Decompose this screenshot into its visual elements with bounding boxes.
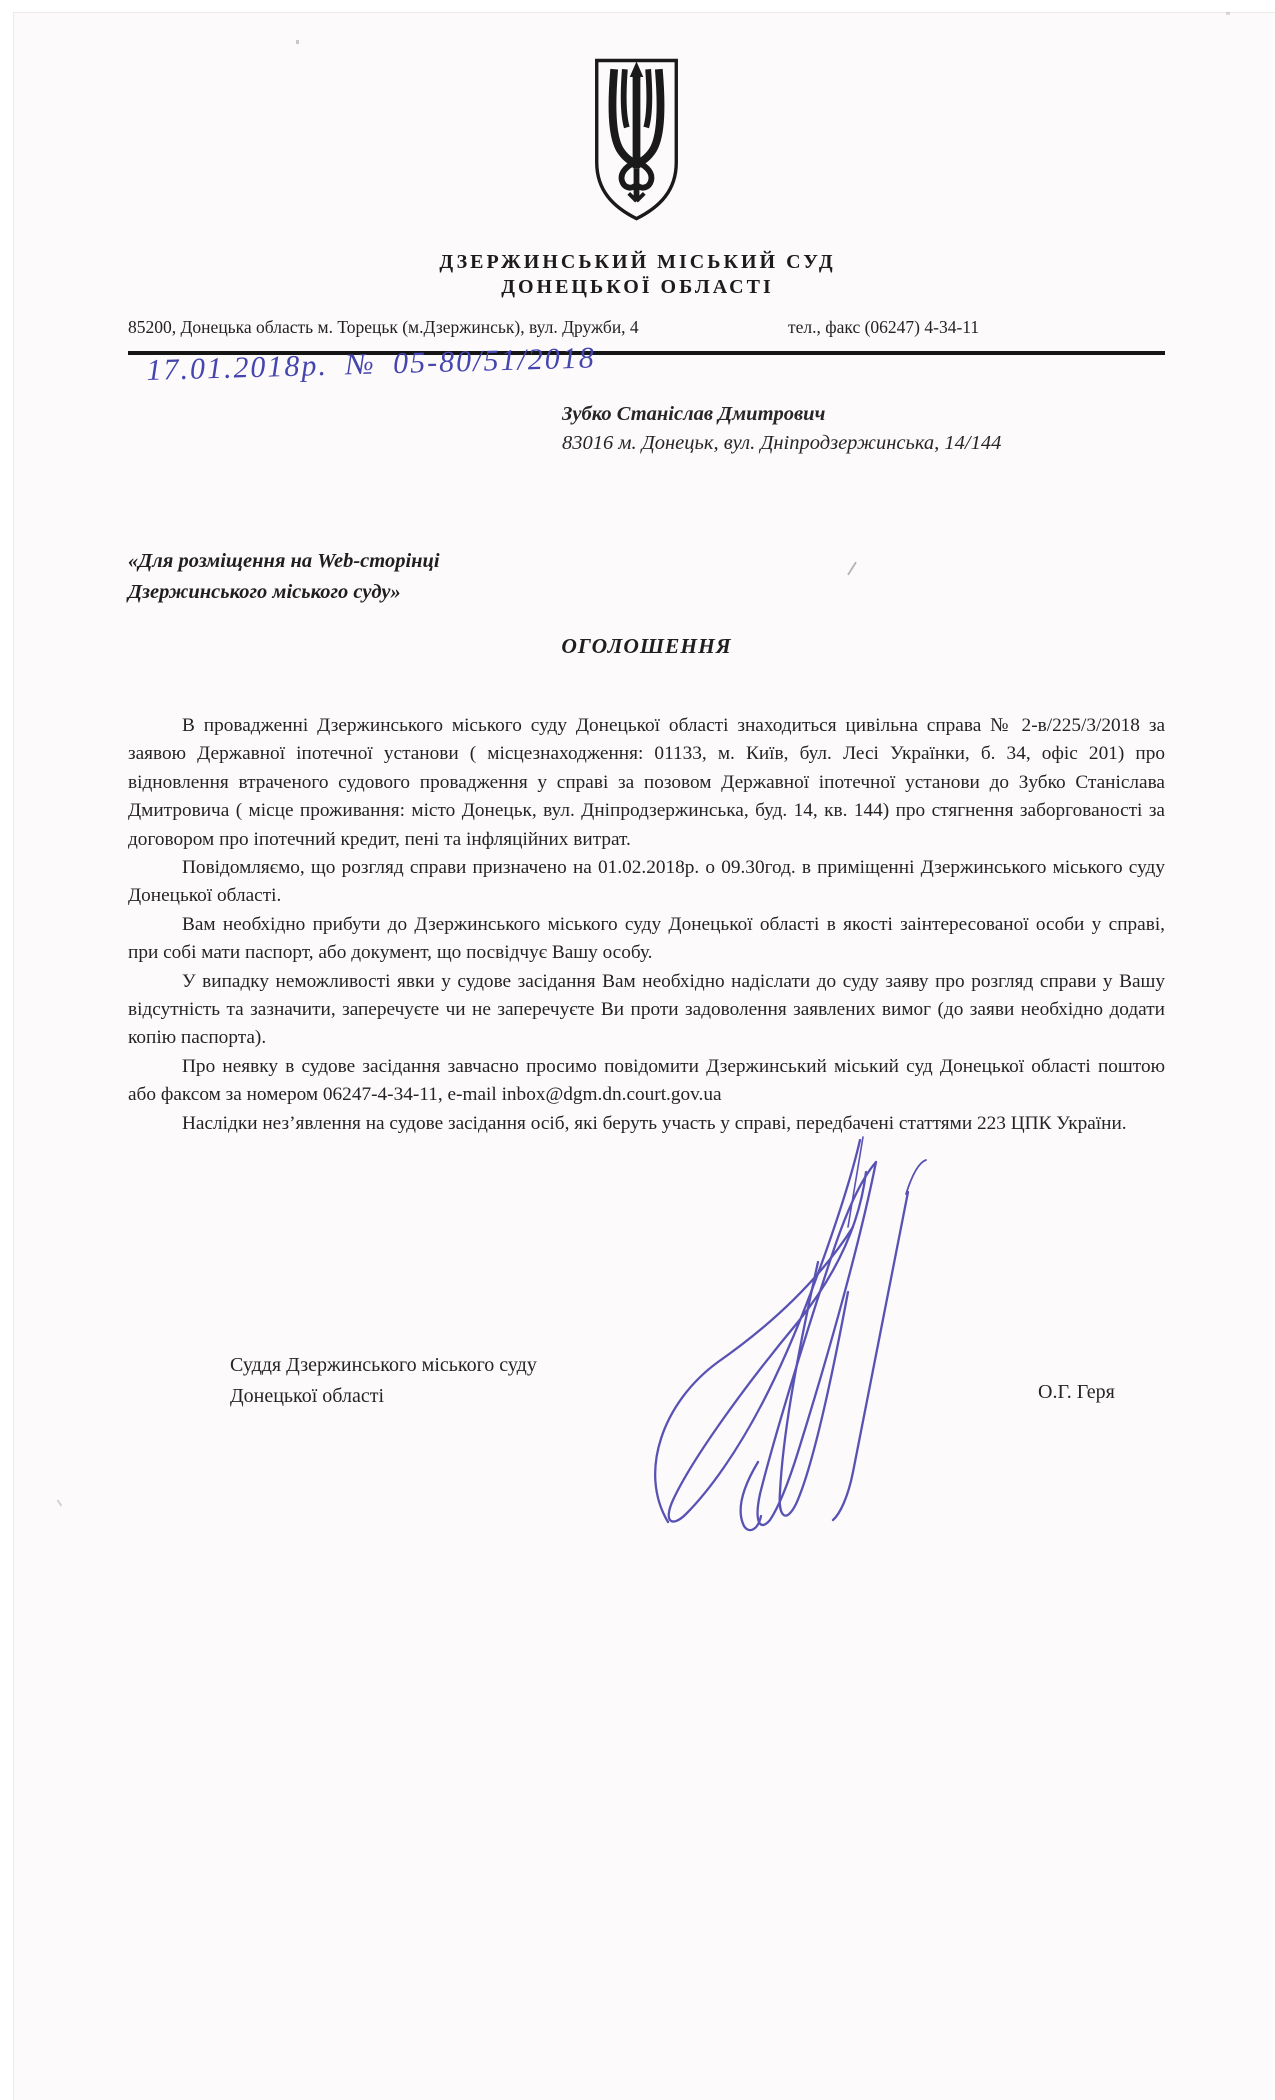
paragraph-appearance-required: Вам необхідно прибути до Дзержинського міського суду Донецької області в якості заінтересованої особи у справі, при собі мати паспорт, або документ, що посвідчує Вашу особу.	[128, 913, 1165, 964]
paragraph-notify-court: Про неявку в судове засідання завчасно просимо повідомити Дзержинський міський суд Донецької області поштою або факсом за номером 06247-4-34-11, e-mail inbox@dgm.dn.court.gov.ua	[128, 1055, 1165, 1106]
scan-artifact	[1226, 12, 1230, 15]
paragraph-case-info: В провадженні Дзержинського міського суду Донецької області знаходиться цивільна справа № 2-в/225/3/2018 за заявою Державної іпотечної установи ( місцезнаходження: 01133, м. Київ, бул. Лесі Українки, б. 34, офіс 201) про відновлення втраченого судового провадження у справі за позовом Державної іпотечної установи до Зубко Станіслава Дмитровича ( місце проживання: місто Донецьк, вул. Дніпродзержинська, буд. 14, кв. 144) про стягнення заборгованості за договором про іпотечний кредит, пені та інфляційних витрат.	[128, 715, 1165, 850]
document-body	[128, 712, 1165, 1138]
trident-icon	[588, 52, 685, 230]
signoff-line1: Суддя Дзержинського міського суду	[230, 1354, 537, 1376]
document-title: ОГОЛОШЕННЯ	[561, 634, 732, 658]
court-name-line1: ДЗЕРЖИНСЬКИЙ МІСЬКИЙ СУД	[439, 251, 836, 273]
recipient-name: Зубко Станіслав Дмитрович	[562, 403, 826, 425]
paragraph-hearing-date: Повідомляємо, що розгляд справи призначено на 01.02.2018р. о 09.30год. в приміщенні Дзержинського міського суду Донецької області.	[128, 857, 1165, 907]
handwritten-date-ref: 17.01.2018р. № 05-80/51/2018	[146, 341, 597, 387]
court-name-header	[0, 250, 1275, 300]
court-name-line2: ДОНЕЦЬКОЇ ОБЛАСТІ	[501, 276, 774, 298]
web-placement-note	[128, 546, 440, 608]
recipient-block	[562, 400, 1001, 458]
signature-scribble-icon	[608, 1132, 940, 1536]
signoff-block	[230, 1350, 537, 1412]
signoff-line2: Донецької області	[230, 1385, 385, 1407]
court-phone-fax: тел., факс (06247) 4-34-11	[788, 317, 980, 337]
judge-signature	[608, 1132, 940, 1536]
paragraph-absence-instructions: У випадку неможливості явки у судове засідання Вам необхідно надіслати до суду заяву про розгляд справи у Вашу відсутність та зазначити, заперечуєте чи не заперечуєте Ви проти задоволення заявлених вимог (до заяви необхідно додати копію паспорта).	[128, 970, 1165, 1049]
web-note-line1: «Для розміщення на Web-сторінці	[128, 550, 440, 572]
scan-artifact	[296, 40, 299, 44]
court-address: 85200, Донецька область м. Торецьк (м.Дзержинськ), вул. Дружби, 4	[128, 317, 639, 337]
paragraph-consequences: Наслідки нез’явлення на судове засідання осіб, які беруть участь у справі, передбачені статтями 223 ЦПК України.	[182, 1112, 1127, 1134]
judge-name: О.Г. Геря	[1038, 1381, 1115, 1403]
web-note-line2: Дзержинського міського суду»	[128, 581, 401, 603]
ukraine-trident-emblem	[588, 52, 685, 230]
recipient-address: 83016 м. Донецьк, вул. Дніпродзержинська, 14/144	[562, 432, 1002, 454]
